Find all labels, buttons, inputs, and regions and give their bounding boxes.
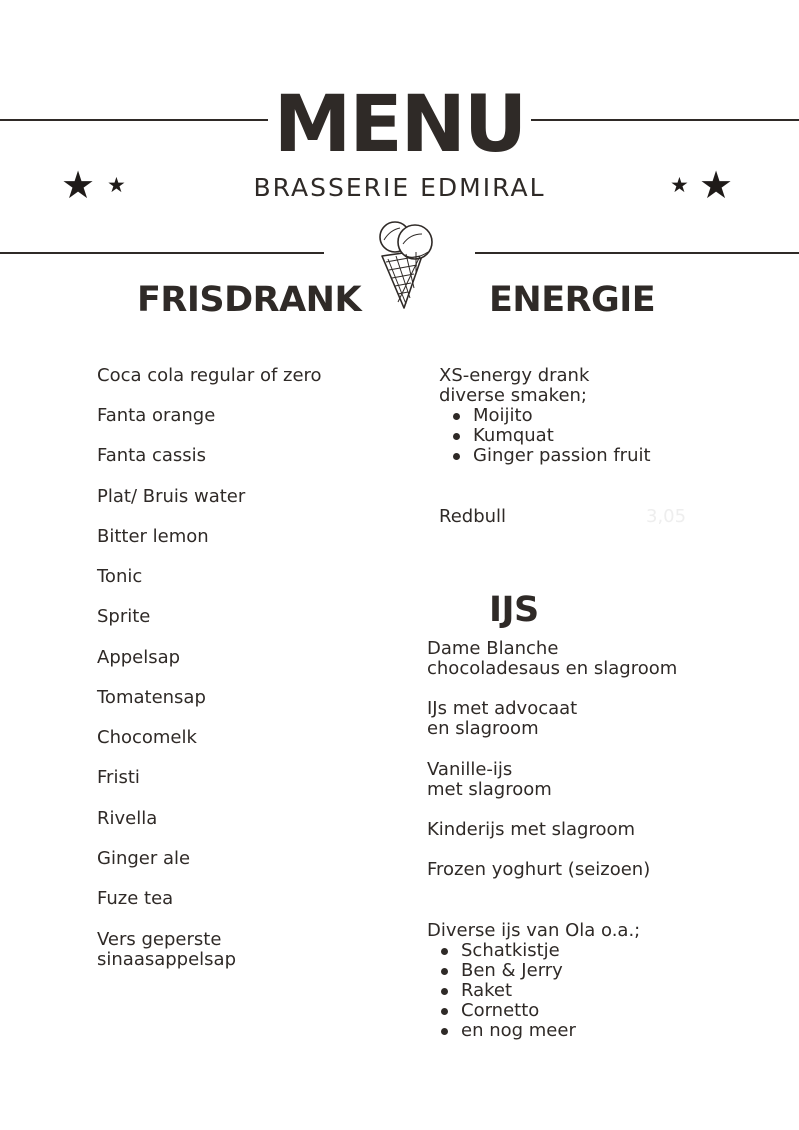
energie-heading: ENERGIE xyxy=(489,280,656,320)
list-item: Sprite xyxy=(97,606,151,627)
price-label: 3,05 xyxy=(646,506,687,527)
list-item: Redbull xyxy=(439,506,507,527)
list-item: diverse smaken; xyxy=(439,385,587,406)
list-item: Chocomelk xyxy=(97,727,197,748)
list-item: XS-energy drank xyxy=(439,365,590,386)
list-item: Rivella xyxy=(97,808,158,829)
list-item: en nog meer xyxy=(427,1021,576,1041)
list-item: Schatkistje xyxy=(427,941,576,961)
flavor-list xyxy=(439,406,651,466)
list-item: Kinderijs met slagroom xyxy=(427,819,636,840)
ijs-heading: IJS xyxy=(489,590,539,630)
header-rule-bottom-right xyxy=(475,252,799,254)
menu-title: MENU xyxy=(273,80,526,170)
list-item: chocoladesaus en slagroom xyxy=(427,658,678,679)
list-item: Plat/ Bruis water xyxy=(97,486,246,507)
list-item: Dame Blanche xyxy=(427,638,559,659)
list-item: Vanille-ijs xyxy=(427,759,513,780)
ice-cream-cone-icon xyxy=(370,212,440,314)
list-item: Diverse ijs van Ola o.a.; xyxy=(427,920,641,941)
list-item: IJs met advocaat xyxy=(427,698,578,719)
list-item: en slagroom xyxy=(427,718,539,739)
list-item: Ginger passion fruit xyxy=(439,446,651,466)
list-item: met slagroom xyxy=(427,779,552,800)
list-item: Fristi xyxy=(97,767,140,788)
list-item: Tonic xyxy=(97,566,143,587)
list-item: Raket xyxy=(427,981,576,1001)
list-item: Moijito xyxy=(439,406,651,426)
star-icon: ★ xyxy=(107,173,126,197)
star-icon: ★ xyxy=(699,163,734,207)
list-item: Ginger ale xyxy=(97,848,191,869)
list-item: Kumquat xyxy=(439,426,651,446)
list-item: Ben & Jerry xyxy=(427,961,576,981)
list-item: Fuze tea xyxy=(97,888,174,909)
list-item: Appelsap xyxy=(97,647,181,668)
list-item: Coca cola regular of zero xyxy=(97,365,322,386)
list-item: Vers geperste xyxy=(97,929,222,950)
list-item: Bitter lemon xyxy=(97,526,209,547)
list-item: Frozen yoghurt (seizoen) xyxy=(427,859,651,880)
frisdrank-heading: FRISDRANK xyxy=(137,280,362,320)
star-icon: ★ xyxy=(670,173,689,197)
list-item: Fanta cassis xyxy=(97,445,207,466)
list-item: Tomatensap xyxy=(97,687,206,708)
star-icon: ★ xyxy=(61,163,96,207)
restaurant-name: BRASSERIE EDMIRAL xyxy=(253,173,546,202)
list-item: sinaasappelsap xyxy=(97,949,237,970)
header-rule-bottom-left xyxy=(0,252,324,254)
list-item: Fanta orange xyxy=(97,405,216,426)
list-item: Cornetto xyxy=(427,1001,576,1021)
ola-list xyxy=(427,941,576,1041)
